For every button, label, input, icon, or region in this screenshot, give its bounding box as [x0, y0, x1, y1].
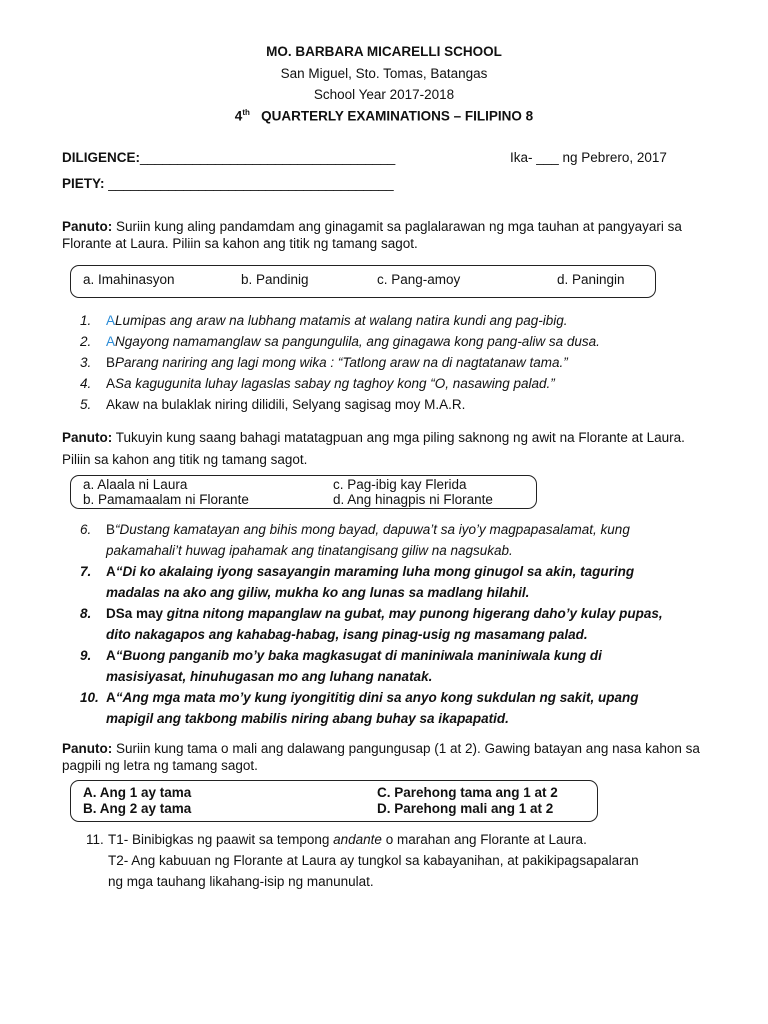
question-4: [80, 373, 720, 394]
piety-label: PIETY:: [62, 176, 105, 191]
school-address: San Miguel, Sto. Tomas, Batangas: [280, 66, 488, 81]
answer-letter: A: [106, 313, 116, 328]
question-number: 3.: [80, 355, 92, 370]
t1-prefix: T1- Binibigkas ng paawit sa tempong: [108, 832, 334, 847]
exam-quarter-suffix: th: [242, 108, 250, 117]
question-number: 9.: [80, 648, 92, 663]
question-text-line2: pakamahali’t huwag ipahamak ang tinatangisang giliw na nagsukab.: [106, 543, 513, 558]
answer-letter: A: [106, 397, 116, 412]
question-6: [80, 519, 720, 561]
question-number: 4.: [80, 376, 92, 391]
question-8: [80, 603, 720, 645]
t2-line2: ng mga tauhang likahang-isip ng manunulat.: [108, 874, 374, 889]
question-3: [80, 352, 720, 373]
question-number: 6.: [80, 522, 92, 537]
section2-panuto-text: Tukuyin kung saang bahagi matatagpuan ang mga piling saknong ng awit na Florante at Laura. Piliin sa kahon ang titik ng tamang sagot.: [62, 430, 685, 467]
choice-d: d. Paningin: [557, 272, 625, 287]
choice-c: c. Pang-amoy: [377, 272, 461, 287]
choice-d: d. Ang hinagpis ni Florante: [333, 492, 493, 507]
section3-instructions: [62, 740, 712, 774]
diligence-label: DILIGENCE:: [62, 150, 141, 165]
question-text-line2: madalas na ako ang giliw, mukha ko ang lunas sa madlang hilahil.: [106, 585, 530, 600]
question-number: 10.: [80, 690, 99, 705]
question-1: [80, 310, 720, 331]
answer-letter: A: [106, 334, 116, 349]
answer-letter: B: [106, 522, 116, 537]
section3-panuto-label: Panuto:: [62, 741, 113, 756]
section1-panuto-label: Panuto:: [62, 219, 113, 234]
answer-letter: A: [106, 376, 116, 391]
school-year: School Year 2017-2018: [313, 87, 455, 102]
question-text: Ngayong namamanglaw sa pangungulila, ang ginagawa kong pang-aliw sa dusa.: [115, 334, 600, 349]
piety-field[interactable]: [62, 176, 394, 191]
exam-quarter-number: 4: [234, 108, 243, 124]
question-9: [80, 645, 720, 687]
t1-emphasis: andante: [333, 832, 382, 847]
choice-b: B. Ang 2 ay tama: [83, 801, 192, 816]
choice-c: C. Parehong tama ang 1 at 2: [377, 785, 558, 800]
choice-a: a. Imahinasyon: [83, 272, 175, 287]
question-number: 2.: [80, 334, 92, 349]
choice-d: D. Parehong mali ang 1 at 2: [377, 801, 554, 816]
question-number: 5.: [80, 397, 92, 412]
section2-instructions: [62, 427, 712, 471]
question-7: [80, 561, 720, 603]
question-text-prefix: Sa may: [115, 606, 167, 621]
question-5: [80, 394, 720, 415]
diligence-field[interactable]: [62, 150, 395, 165]
exam-title-text: QUARTERLY EXAMINATIONS – FILIPINO 8: [261, 108, 534, 124]
choice-b: b. Pandinig: [241, 272, 309, 287]
piety-blank[interactable]: ______________________________________: [104, 176, 394, 191]
question-text-line1: “Di ko akalaing iyong sasayangin maraming luha mong ginugol sa akin, taguring: [115, 564, 635, 579]
question-text-line1: gitna nitong mapanglaw na gubat, may punong higerang daho’y kulay pupas,: [166, 606, 663, 621]
question-text: Parang nariring ang lagi mong wika : “Tatlong araw na di nagtatanaw tama.”: [115, 355, 568, 370]
choice-a: a. Alaala ni Laura: [83, 477, 188, 492]
question-number: 8.: [80, 606, 92, 621]
question-text-line2: mapigil ang takbong mabilis niring abang buhay sa ikapapatid.: [106, 711, 509, 726]
question-number: 1.: [80, 313, 92, 328]
section2-panuto-label: Panuto:: [62, 430, 113, 445]
question-text: kaw na bulaklak niring dilidili, Selyang sagisag moy M.A.R.: [115, 397, 466, 412]
t1-suffix: o marahan ang Florante at Laura.: [381, 832, 587, 847]
question-text: Sa kagugunita luhay lagaslas sabay ng taghoy kong “O, nasawing palad.”: [115, 376, 555, 391]
section2-choices-box: [70, 475, 537, 509]
answer-letter: A: [106, 690, 116, 705]
section3-choices-box: [70, 780, 598, 822]
question-number: 7.: [80, 564, 92, 579]
question-text-line2: dito nakagapos ang kahabag-habag, isang pinag-usig ng masamang palad.: [106, 627, 588, 642]
section3-panuto-text: Suriin kung tama o mali ang dalawang pangungusap (1 at 2). Gawing batayan ang nasa kahon sa pagpili ng letra ng tamang sagot.: [62, 741, 700, 773]
exam-title: [0, 108, 768, 124]
choice-b: b. Pamamaalam ni Florante: [83, 492, 249, 507]
exam-date: Ika- ___ ng Pebrero, 2017: [510, 150, 667, 165]
section1-instructions: [62, 218, 712, 252]
diligence-blank[interactable]: __________________________________: [140, 150, 396, 165]
choice-c: c. Pag-ibig kay Flerida: [333, 477, 467, 492]
question-10: [80, 687, 720, 729]
section1-panuto-text: Suriin kung aling pandamdam ang ginagamit sa paglalarawan ng mga tauhan at pangyayari sa Florante at Laura. Piliin sa kahon ang titik ng tamang sagot.: [62, 219, 682, 251]
answer-letter: A: [106, 648, 116, 663]
question-text-line1: “Buong panganib mo’y baka magkasugat di maniniwala maniniwala kung di: [115, 648, 602, 663]
question-text-line1: “Dustang kamatayan ang bihis mong bayad, dapuwa’t sa iyo’y magpapasalamat, kung: [115, 522, 630, 537]
question-text: Lumipas ang araw na lubhang matamis at walang natira kundi ang pag-ibig.: [115, 313, 568, 328]
t2-line1: T2- Ang kabuuan ng Florante at Laura ay tungkol sa kabayanihan, at pakikipagsapalaran: [108, 853, 639, 868]
question-text-line1: “Ang mga mata mo’y kung iyongititig dini sa anyo kong sukdulan ng sakit, upang: [115, 690, 639, 705]
answer-letter: A: [106, 564, 116, 579]
section1-choices-box: [70, 265, 656, 298]
question-11: [86, 829, 726, 892]
answer-letter: B: [106, 355, 116, 370]
school-name: MO. BARBARA MICARELLI SCHOOL: [266, 44, 502, 59]
answer-letter: D: [106, 606, 116, 621]
question-number: 11.: [86, 832, 104, 847]
question-2: [80, 331, 720, 352]
question-text-line2: masisiyasat, hinuhugasan mo ang luhang nanatak.: [106, 669, 433, 684]
choice-a: A. Ang 1 ay tama: [83, 785, 192, 800]
